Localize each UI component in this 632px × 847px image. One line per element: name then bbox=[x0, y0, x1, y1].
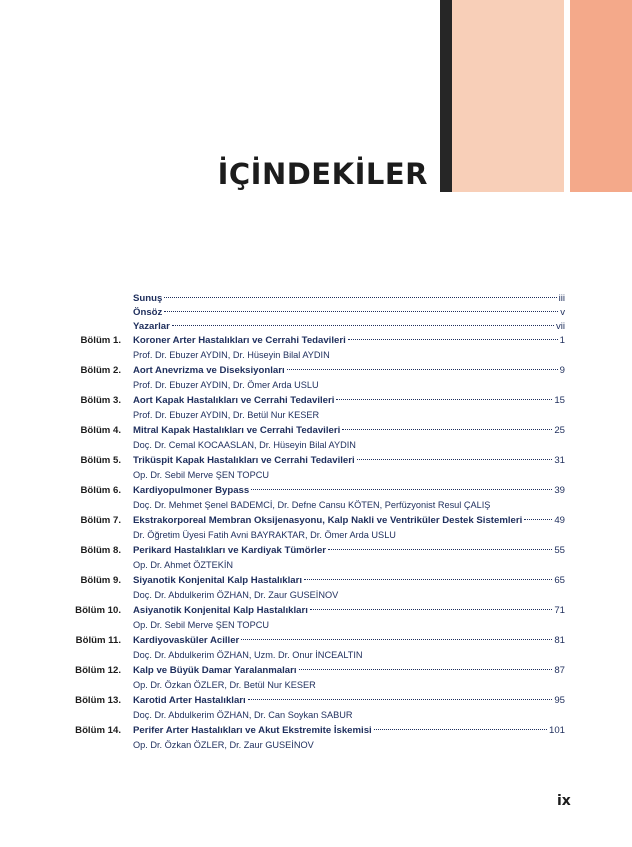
toc-chapter-row[interactable] bbox=[0, 664, 632, 694]
chapter-page: 65 bbox=[554, 575, 565, 586]
chapter-authors: Prof. Dr. Ebuzer AYDIN, Dr. Ömer Arda USLU bbox=[133, 380, 319, 390]
chapter-page: 87 bbox=[554, 665, 565, 676]
chapter-label: Bölüm 13. bbox=[75, 695, 121, 706]
chapter-title: Perikard Hastalıkları ve Kardiyak Tümörler bbox=[133, 545, 327, 556]
chapter-authors: Op. Dr. Sebil Merve ŞEN TOPCU bbox=[133, 470, 269, 480]
chapter-title: Kalp ve Büyük Damar Yaralanmaları bbox=[133, 665, 297, 676]
chapter-label: Bölüm 5. bbox=[80, 455, 121, 466]
toc-chapter-row[interactable] bbox=[0, 604, 632, 634]
leader-dots bbox=[164, 311, 558, 312]
leader-dots bbox=[342, 429, 552, 430]
chapter-title: Triküspit Kapak Hastalıkları ve Cerrahi Tedavileri bbox=[133, 455, 355, 466]
chapter-title: Ekstrakorporeal Membran Oksijenasyonu, Kalp Nakli ve Ventriküler Destek Sistemleri bbox=[133, 515, 523, 526]
chapter-title: Siyanotik Konjenital Kalp Hastalıkları bbox=[133, 575, 303, 586]
chapter-label: Bölüm 14. bbox=[75, 725, 121, 736]
toc-front-matter-row[interactable] bbox=[0, 320, 632, 334]
toc-entry-page: v bbox=[560, 307, 565, 318]
chapter-authors: Prof. Dr. Ebuzer AYDIN, Dr. Hüseyin Bilal AYDIN bbox=[133, 350, 330, 360]
chapter-authors: Op. Dr. Ahmet ÖZTEKİN bbox=[133, 560, 234, 570]
decorative-bar-salmon bbox=[570, 0, 632, 192]
chapter-authors: Prof. Dr. Ebuzer AYDIN, Dr. Betül Nur KESER bbox=[133, 410, 320, 420]
leader-dots bbox=[524, 519, 552, 520]
toc-chapter-row[interactable] bbox=[0, 424, 632, 454]
chapter-label: Bölüm 7. bbox=[80, 515, 121, 526]
toc-chapter-row[interactable] bbox=[0, 544, 632, 574]
decorative-bar-dark bbox=[440, 0, 452, 192]
page-number: ix bbox=[557, 793, 571, 809]
chapter-label: Bölüm 2. bbox=[80, 365, 121, 376]
chapter-label: Bölüm 3. bbox=[80, 395, 121, 406]
chapter-title: Aort Kapak Hastalıkları ve Cerrahi Tedavileri bbox=[133, 395, 335, 406]
decorative-bar-light bbox=[452, 0, 564, 192]
chapter-page: 95 bbox=[554, 695, 565, 706]
toc-chapter-row[interactable] bbox=[0, 364, 632, 394]
chapter-page: 55 bbox=[554, 545, 565, 556]
chapter-title: Perifer Arter Hastalıkları ve Akut Ekstremite İskemisi bbox=[133, 725, 372, 736]
toc-entry-title: Önsöz bbox=[133, 307, 163, 318]
chapter-page: 71 bbox=[554, 605, 565, 616]
leader-dots bbox=[248, 699, 553, 700]
toc-chapter-row[interactable] bbox=[0, 394, 632, 424]
chapter-title: Kardiyopulmoner Bypass bbox=[133, 485, 250, 496]
chapter-page: 1 bbox=[559, 335, 565, 346]
leader-dots bbox=[287, 369, 558, 370]
chapter-title: Karotid Arter Hastalıkları bbox=[133, 695, 246, 706]
leader-dots bbox=[164, 297, 556, 298]
chapter-authors: Doç. Dr. Abdulkerim ÖZHAN, Uzm. Dr. Onur İNCEALTIN bbox=[133, 650, 363, 660]
leader-dots bbox=[374, 729, 547, 730]
chapter-page: 15 bbox=[554, 395, 565, 406]
chapter-page: 49 bbox=[554, 515, 565, 526]
chapter-page: 81 bbox=[554, 635, 565, 646]
toc-chapter-row[interactable] bbox=[0, 724, 632, 754]
chapter-authors: Doç. Dr. Abdulkerim ÖZHAN, Dr. Can Soykan SABUR bbox=[133, 710, 353, 720]
page-title: İÇİNDEKİLER bbox=[217, 157, 428, 191]
chapter-label: Bölüm 6. bbox=[80, 485, 121, 496]
leader-dots bbox=[251, 489, 552, 490]
leader-dots bbox=[299, 669, 553, 670]
leader-dots bbox=[336, 399, 552, 400]
leader-dots bbox=[304, 579, 552, 580]
chapter-label: Bölüm 9. bbox=[80, 575, 121, 586]
chapter-title: Koroner Arter Hastalıkları ve Cerrahi Tedavileri bbox=[133, 335, 346, 346]
chapter-page: 25 bbox=[554, 425, 565, 436]
leader-dots bbox=[357, 459, 553, 460]
chapter-authors: Op. Dr. Özkan ÖZLER, Dr. Zaur GUSEİNOV bbox=[133, 740, 314, 750]
chapter-page: 31 bbox=[554, 455, 565, 466]
chapter-label: Bölüm 12. bbox=[75, 665, 121, 676]
toc-entry-page: iii bbox=[558, 293, 565, 304]
chapter-page: 9 bbox=[559, 365, 565, 376]
toc-chapter-row[interactable] bbox=[0, 484, 632, 514]
chapter-label: Bölüm 11. bbox=[75, 635, 121, 646]
toc-chapter-row[interactable] bbox=[0, 634, 632, 664]
chapter-label: Bölüm 8. bbox=[80, 545, 121, 556]
toc-chapter-row[interactable] bbox=[0, 334, 632, 364]
toc-chapter-row[interactable] bbox=[0, 694, 632, 724]
chapter-title: Mitral Kapak Hastalıkları ve Cerrahi Tedavileri bbox=[133, 425, 341, 436]
leader-dots bbox=[310, 609, 552, 610]
chapter-label: Bölüm 10. bbox=[75, 605, 121, 616]
chapter-authors: Doç. Dr. Abdulkerim ÖZHAN, Dr. Zaur GUSEİNOV bbox=[133, 590, 339, 600]
chapter-list bbox=[0, 334, 632, 754]
leader-dots bbox=[172, 325, 554, 326]
chapter-page: 101 bbox=[548, 725, 565, 736]
chapter-title: Aort Anevrizma ve Diseksiyonları bbox=[133, 365, 285, 376]
chapter-title: Kardiyovasküler Aciller bbox=[133, 635, 240, 646]
chapter-label: Bölüm 1. bbox=[80, 335, 121, 346]
toc-front-matter-row[interactable] bbox=[0, 306, 632, 320]
chapter-page: 39 bbox=[554, 485, 565, 496]
chapter-title: Asiyanotik Konjenital Kalp Hastalıkları bbox=[133, 605, 308, 616]
leader-dots bbox=[241, 639, 552, 640]
chapter-authors: Op. Dr. Sebil Merve ŞEN TOPCU bbox=[133, 620, 269, 630]
toc-entry-title: Yazarlar bbox=[133, 321, 170, 332]
chapter-authors: Op. Dr. Özkan ÖZLER, Dr. Betül Nur KESER bbox=[133, 680, 316, 690]
toc-chapter-row[interactable] bbox=[0, 454, 632, 484]
leader-dots bbox=[348, 339, 558, 340]
leader-dots bbox=[328, 549, 552, 550]
toc-front-matter-row[interactable] bbox=[0, 292, 632, 306]
chapter-authors: Dr. Öğretim Üyesi Fatih Avni BAYRAKTAR, Dr. Ömer Arda USLU bbox=[133, 530, 396, 540]
chapter-authors: Doç. Dr. Mehmet Şenel BADEMCİ, Dr. Defne Cansu KÖTEN, Perfüzyonist Resul ÇALIŞ bbox=[133, 500, 491, 510]
chapter-label: Bölüm 4. bbox=[80, 425, 121, 436]
toc-entry-page: vii bbox=[555, 321, 565, 332]
toc-chapter-row[interactable] bbox=[0, 514, 632, 544]
toc-entry-title: Sunuş bbox=[133, 293, 163, 304]
toc-chapter-row[interactable] bbox=[0, 574, 632, 604]
table-of-contents bbox=[0, 292, 632, 754]
chapter-authors: Doç. Dr. Cemal KOCAASLAN, Dr. Hüseyin Bilal AYDIN bbox=[133, 440, 356, 450]
